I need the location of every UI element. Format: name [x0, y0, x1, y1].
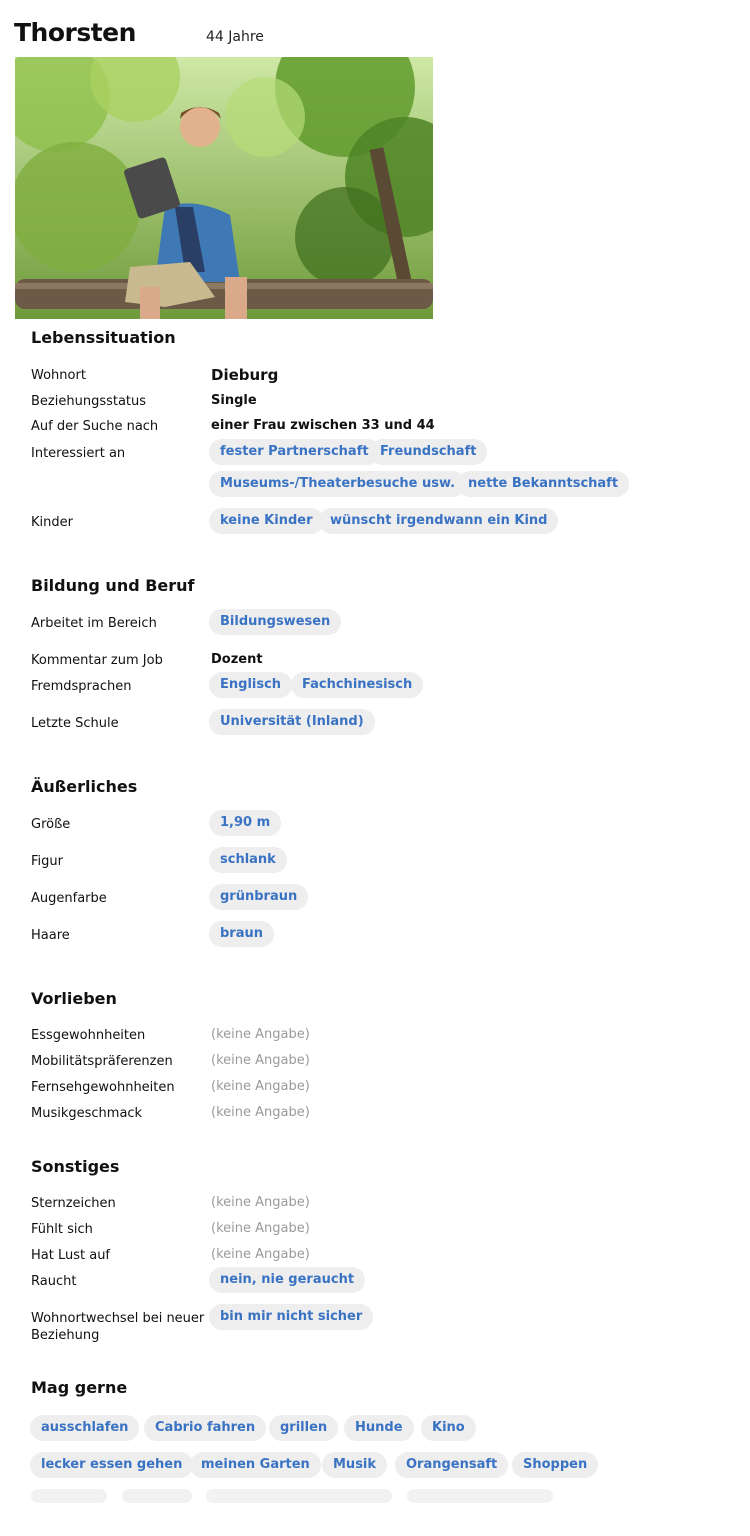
chip-interessiert[interactable]: Freundschaft [369, 439, 487, 465]
chip-interessiert[interactable]: nette Bekanntschaft [457, 471, 629, 497]
chip-mag-gerne[interactable]: Cabrio fahren [144, 1415, 266, 1441]
profile-header [14, 18, 714, 52]
chip-kinder[interactable]: wünscht irgendwann ein Kind [319, 508, 558, 534]
value-sternzeichen: (keine Angabe) [211, 1195, 310, 1210]
chip-mag-gerne[interactable]: Shoppen [512, 1452, 598, 1478]
value-mobilitaet: (keine Angabe) [211, 1053, 310, 1068]
section-title-mag-gerne: Mag gerne [31, 1378, 128, 1397]
section-title-sonstiges: Sonstiges [31, 1157, 120, 1176]
profile-age: 44 Jahre [206, 29, 264, 45]
label-haare: Haare [31, 928, 70, 943]
label-essgewohnheiten: Essgewohnheiten [31, 1028, 146, 1043]
label-suche: Auf der Suche nach [31, 419, 159, 434]
chip-mag-gerne[interactable]: Musik [322, 1452, 387, 1478]
chip-fremdsprache[interactable]: Fachchinesisch [291, 672, 423, 698]
chip-groesse[interactable]: 1,90 m [209, 810, 281, 836]
chip-raucht[interactable]: nein, nie geraucht [209, 1267, 365, 1293]
label-interessiert: Interessiert an [31, 446, 126, 461]
value-suche: einer Frau zwischen 33 und 44 [211, 418, 435, 433]
label-groesse: Größe [31, 817, 71, 832]
label-figur: Figur [31, 854, 63, 869]
label-lust-auf: Hat Lust auf [31, 1248, 111, 1263]
chip-bereich[interactable]: Bildungswesen [209, 609, 341, 635]
value-beziehungsstatus: Single [211, 393, 257, 408]
chip-placeholder-faded [407, 1489, 553, 1503]
chip-mag-gerne[interactable]: Kino [421, 1415, 476, 1441]
section-title-bildung: Bildung und Beruf [31, 576, 195, 595]
chip-mag-gerne[interactable]: Orangensaft [395, 1452, 508, 1478]
chip-mag-gerne[interactable]: meinen Garten [190, 1452, 321, 1478]
value-wohnort: Dieburg [211, 366, 279, 384]
chip-interessiert[interactable]: Museums-/Theaterbesuche usw. [209, 471, 466, 497]
label-kinder: Kinder [31, 515, 73, 530]
section-title-lebenssituation: Lebenssituation [31, 328, 176, 347]
label-wohnort: Wohnort [31, 368, 86, 383]
label-kommentar: Kommentar zum Job [31, 653, 163, 668]
chip-fremdsprache[interactable]: Englisch [209, 672, 292, 698]
value-essgewohnheiten: (keine Angabe) [211, 1027, 310, 1042]
section-title-vorlieben: Vorlieben [31, 989, 117, 1008]
label-augenfarbe: Augenfarbe [31, 891, 107, 906]
section-title-aeusserliches: Äußerliches [31, 777, 138, 796]
label-sternzeichen: Sternzeichen [31, 1196, 116, 1211]
chip-placeholder-faded [31, 1489, 107, 1503]
value-kommentar: Dozent [211, 652, 263, 667]
chip-mag-gerne[interactable]: grillen [269, 1415, 338, 1441]
chip-figur[interactable]: schlank [209, 847, 287, 873]
label-beziehungsstatus: Beziehungsstatus [31, 394, 147, 409]
chip-mag-gerne[interactable]: Hunde [344, 1415, 414, 1441]
label-fuehlt-sich: Fühlt sich [31, 1222, 93, 1237]
label-mobilitaet: Mobilitätspräferenzen [31, 1054, 173, 1069]
value-fuehlt-sich: (keine Angabe) [211, 1221, 310, 1236]
label-fernsehen: Fernsehgewohnheiten [31, 1080, 175, 1095]
profile-name: Thorsten [14, 18, 136, 47]
label-raucht: Raucht [31, 1274, 77, 1289]
chip-kinder[interactable]: keine Kinder [209, 508, 324, 534]
value-fernsehen: (keine Angabe) [211, 1079, 310, 1094]
chip-schule[interactable]: Universität (Inland) [209, 709, 375, 735]
chip-placeholder-faded [206, 1489, 392, 1503]
value-lust-auf: (keine Angabe) [211, 1247, 310, 1262]
chip-placeholder-faded [122, 1489, 192, 1503]
chip-wohnortwechsel[interactable]: bin mir nicht sicher [209, 1304, 373, 1330]
chip-mag-gerne[interactable]: ausschlafen [30, 1415, 139, 1441]
chip-mag-gerne[interactable]: lecker essen gehen [30, 1452, 193, 1478]
value-musikgeschmack: (keine Angabe) [211, 1105, 310, 1120]
chip-augenfarbe[interactable]: grünbraun [209, 884, 308, 910]
label-musikgeschmack: Musikgeschmack [31, 1106, 143, 1121]
label-bereich: Arbeitet im Bereich [31, 616, 157, 631]
label-fremdsprachen: Fremdsprachen [31, 679, 132, 694]
chip-haare[interactable]: braun [209, 921, 274, 947]
profile-photo[interactable] [15, 57, 433, 319]
chip-interessiert[interactable]: fester Partnerschaft [209, 439, 380, 465]
label-schule: Letzte Schule [31, 716, 119, 731]
label-wohnortwechsel: Wohnortwechsel bei neuer Beziehung [31, 1311, 205, 1343]
